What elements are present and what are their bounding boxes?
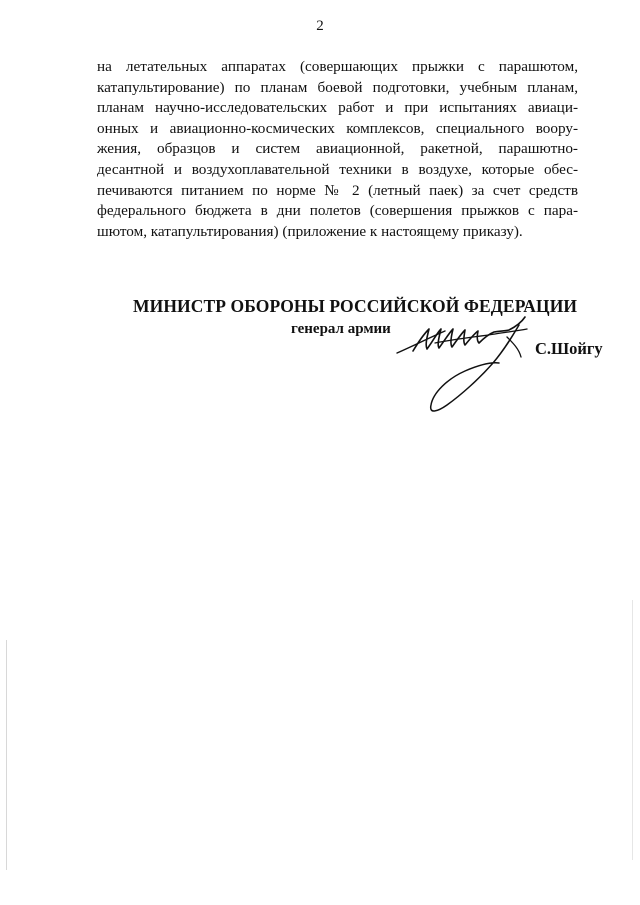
body-line: жения, образцов и систем авиационной, ракетной, парашютно- <box>97 140 578 158</box>
page-number: 2 <box>316 18 324 34</box>
body-line: на летательных аппаратах (совершающих прыжки с парашютом, <box>97 58 578 75</box>
scan-edge-mark <box>6 640 7 870</box>
body-line: шютом, катапультирования) (приложение к настоящему приказу). <box>97 222 523 240</box>
signatory-name: С.Шойгу <box>535 339 603 358</box>
signatory-rank: генерал армии <box>291 321 391 337</box>
signatory-title: МИНИСТР ОБОРОНЫ РОССИЙСКОЙ ФЕДЕРАЦИИ <box>133 296 578 316</box>
body-line: десантной и воздухоплавательной техники в воздухе, которые обес- <box>97 160 578 178</box>
body-line: печиваются питанием по норме № 2 (летный паек) за счет средств <box>97 181 578 199</box>
body-line: планам научно-исследовательских работ и при испытаниях авиаци- <box>97 99 578 117</box>
body-line: катапультирование) по планам боевой подготовки, учебным планам, <box>97 78 578 96</box>
body-paragraph <box>97 57 578 242</box>
body-line: федерального бюджета в дни полетов (совершения прыжков с пара- <box>97 202 578 220</box>
scan-edge-mark <box>632 600 633 860</box>
body-line: онных и авиационно-космических комплексов, специального воору- <box>97 119 578 137</box>
handwritten-signature <box>395 315 545 415</box>
